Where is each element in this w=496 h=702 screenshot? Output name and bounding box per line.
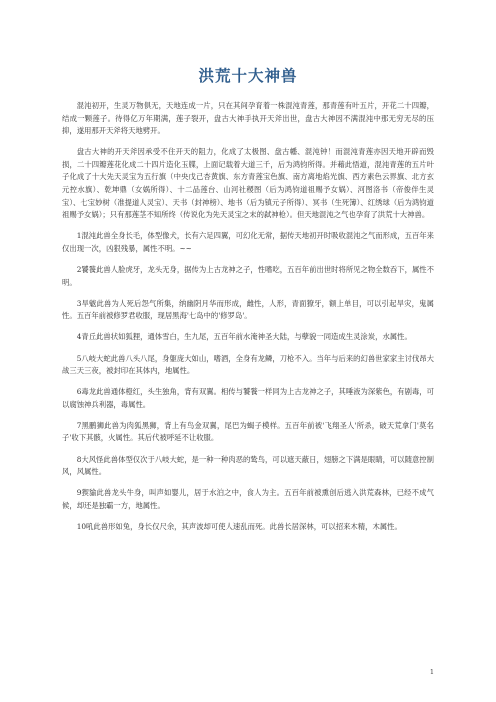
beast-paragraph-hou: 10吼此兽形如兔，身长仅尺余，其声波却可使人速乱而死。此兽长居深林，可以招来木精，木属性。: [76, 521, 402, 531]
beast-paragraph-qingqiu: 4青丘此兽状如狐狸，通体雪白，生九尾，五百年前水淹神圣大陆，与孽貌一同造成生灵涂炭，水属性。: [76, 332, 412, 342]
document-title: 洪荒十大神兽: [198, 67, 298, 85]
beast-paragraph-taotie: 2饕餮此兽人脸虎牙，龙头无身，据传为上古龙神之子，性嗜吃，五百年前出世时将所见之物全数吞下，属性不明。: [62, 265, 434, 287]
beast-paragraph-yamata: 5八岐大蛇此兽八头八尾，身躯庞大如山，嗜酒，全身有龙鳞，刀枪不入。当年与后来的幻兽世家家主讨伐昂大战三天三夜，被封印在其体内，地属性。: [62, 353, 434, 376]
beast-paragraph-hundun: 1混沌此兽全身长毛，体型像犬，长有六足四翼，可幻化无常，据传天地初开时吸收混沌之气而形成，五百年来仅出现一次，凶狠残暴，属性不明。~~: [62, 231, 434, 253]
beast-paragraph-heipengshi: 7黑鹏狮此兽为肉狐黑狮，背上有鸟金双翼，尾巴为蝎子模样。五百年前被'飞翔圣人'所杀，破天荒拿门'莫名子'收下其骸，火属性。其后代被呼延不让收服。: [62, 420, 434, 443]
beast-paragraph-yayu: 9猰貐此兽龙头牛身，叫声如婴儿，居于水泊之中，食人为主。五百年前被熏创后逃入洪荒森林，已经不成气候，却还是独霸一方，地属性。: [62, 488, 434, 510]
lingbao-paragraph: 盘古大神的开天斧因承受不住开天的阻力，化成了太极图、盘古幡、混沌钟！而混沌青莲亦因天地开辟而毁损，二十四瓣莲花化成二十四片造化玉牒，上面记载着大道三千，后为鸿钧所得。并藉此悟道，混沌青莲的五片叶子化成了十大先天灵宝为五行旗（中央戊己杏黄旗、东方青莲宝色旗、南方离地焰光旗、西方素色云界旗、北方玄元控水旗）、乾坤鼎（女娲所得）、十二品莲台、山河社稷图（后为鸿钧道祖赐予女娲）、河图洛书（帝俊伴生灵宝）、七宝妙树（准提道人灵宝）、天书（封神榜）、地书（后为镇元子所得）、冥书（生死簿）、红绣球（后为鸿钧道祖赐予女娲）；只有那莲茎不知所终（传说化为先天灵宝之末的弑神枪）。但天地混沌之气也孕育了洪荒十大神兽。: [62, 147, 434, 220]
intro-paragraph: 混沌初开，生灵万物俱无，天地连成一片，只在其间孕育着一株混沌青莲，那青莲有叶五片，开花二十四瓣，结成一颗莲子。待得亿万年期满，莲子裂开，盘古大神手执开天斧出世，盘古大神因不满混沌中那无穷无尽的压抑，遂用那开天斧将天地劈开。: [62, 101, 434, 136]
page-number: 1: [429, 668, 434, 676]
beast-paragraph-hanba: 3旱魃此兽为人死后怨气所集，纳幽阴月华而形成，雌性，人形，青面獠牙，额上单目，可以引起旱灾，鬼属性。五百年前被修罗君收服，现居黑海'七岛中的'修罗岛'。: [62, 298, 434, 321]
beast-paragraph-dulong: 6毒龙此兽通体橙红，头生独角，背有双翼。相传与饕餮一样同为上古龙神之子，其唾液为深紫色，有剧毒，可以腐蚀神兵利器，毒属性。: [62, 387, 434, 409]
beast-paragraph-dafeng: 8大风怪此兽体型仅次于八岐大蛇，是一种一种肉恶的鸷鸟，可以遮天蔽日，翅膀之下满是眼睛，可以随意控制风，风属性。: [62, 454, 434, 477]
